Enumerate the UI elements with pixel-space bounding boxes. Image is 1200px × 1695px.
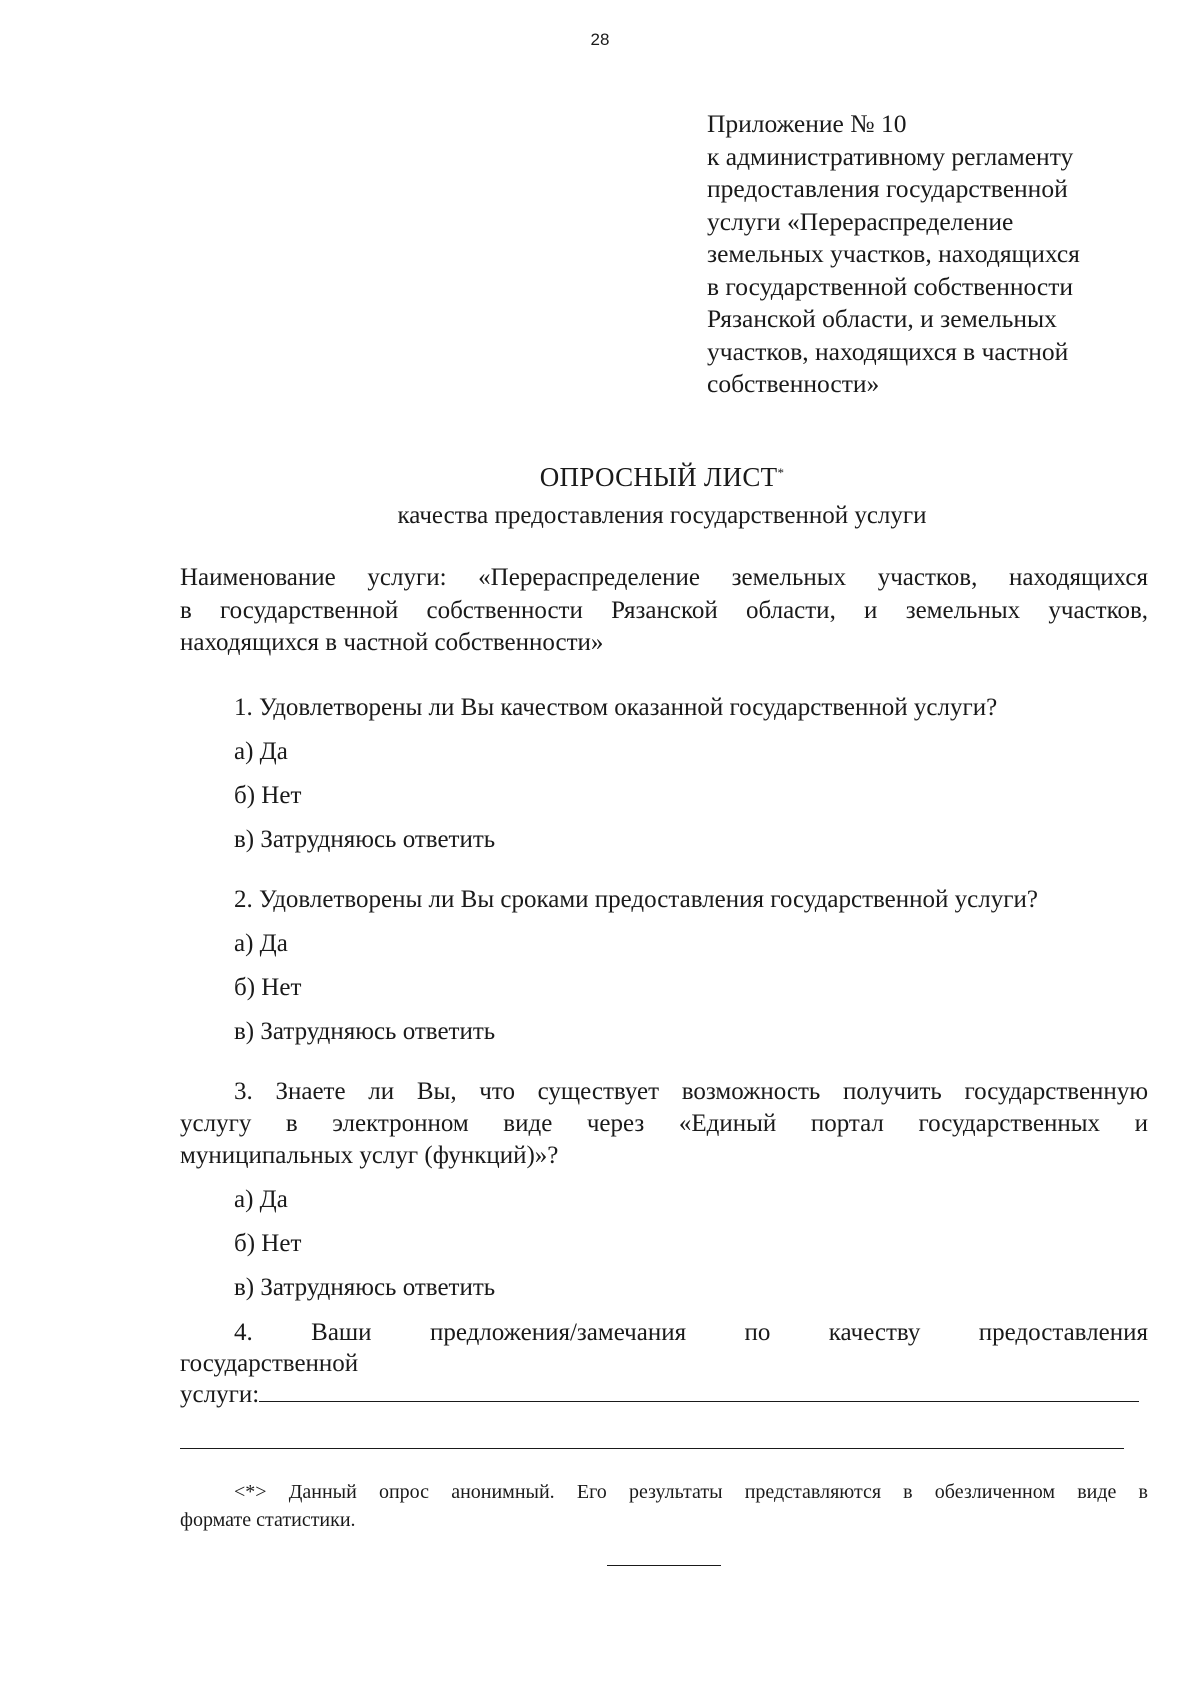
appendix-line: к административному регламенту (707, 141, 1074, 171)
service-name-line: находящихся в частной собственности» (180, 629, 604, 656)
document-title (0, 461, 1200, 493)
appendix-line: земельных участков, находящихся (707, 239, 1080, 268)
question-text: 2. Удовлетворены ли Вы сроками предоставления государственной услуги? (234, 886, 1038, 913)
question-2-option-c: в) Затрудняюсь ответить (234, 1018, 496, 1045)
answer-input-line-2[interactable] (180, 1448, 1124, 1449)
footnote-line: формате статистики. (180, 1509, 356, 1531)
question-3-option-a: а) Да (234, 1186, 288, 1213)
service-name-line: Наименование услуги: «Перераспределение земельных участков, находящихся (180, 564, 1148, 591)
question-3 (180, 1076, 1148, 1172)
question-4 (180, 1317, 1148, 1410)
question-line: 4. Ваши предложения/замечания по качеству предоставления (234, 1319, 1148, 1346)
question-text (180, 1076, 1148, 1172)
question-1 (180, 692, 1148, 724)
title-text: ОПРОСНЫЙ ЛИСТ (539, 462, 778, 492)
appendix-line: в государственной собственности (707, 271, 1074, 301)
question-1-option-b: б) Нет (234, 782, 302, 809)
service-name-line: в государственной собственности Рязанской области, и земельных участков, (180, 596, 1148, 624)
question-line: государственной (180, 1350, 359, 1377)
question-2 (180, 884, 1148, 916)
question-1-option-a: а) Да (234, 738, 288, 765)
footnote (180, 1478, 1148, 1534)
title-footnote-mark: * (777, 465, 785, 480)
appendix-line: участков, находящихся в частной (707, 336, 1069, 366)
answer-input-line[interactable] (259, 1379, 1139, 1402)
question-1-option-c: в) Затрудняюсь ответить (234, 826, 496, 853)
answer-row (180, 1379, 1148, 1410)
footnote-line: <*> Данный опрос анонимный. Его результаты представляются в обезличенном виде в (234, 1481, 1148, 1503)
end-divider (607, 1565, 721, 1566)
question-text: 1. Удовлетворены ли Вы качеством оказанной государственной услуги? (234, 694, 998, 721)
appendix-line: собственности» (707, 369, 880, 398)
question-line: муниципальных услуг (функций)»? (180, 1142, 559, 1169)
question-line: 3. Знаете ли Вы, что существует возможность получить государственную (234, 1078, 1148, 1105)
appendix-line: услуги «Перераспределение (707, 206, 1014, 236)
document-subtitle: качества предоставления государственной услуги (397, 502, 927, 529)
question-3-option-b: б) Нет (234, 1230, 302, 1257)
appendix-header (707, 108, 1147, 401)
appendix-line: предоставления государственной (707, 174, 1068, 203)
appendix-line: Приложение № 10 (707, 109, 907, 138)
question-line: услугу в электронном виде через «Единый портал государственных и (180, 1110, 1148, 1137)
question-line: услуги: (180, 1381, 260, 1408)
appendix-line: Рязанской области, и земельных (707, 304, 1057, 333)
service-name (180, 562, 1148, 660)
question-2-option-b: б) Нет (234, 974, 302, 1001)
page-number: 28 (590, 30, 610, 49)
question-2-option-a: а) Да (234, 930, 288, 957)
question-3-option-c: в) Затрудняюсь ответить (234, 1274, 496, 1301)
